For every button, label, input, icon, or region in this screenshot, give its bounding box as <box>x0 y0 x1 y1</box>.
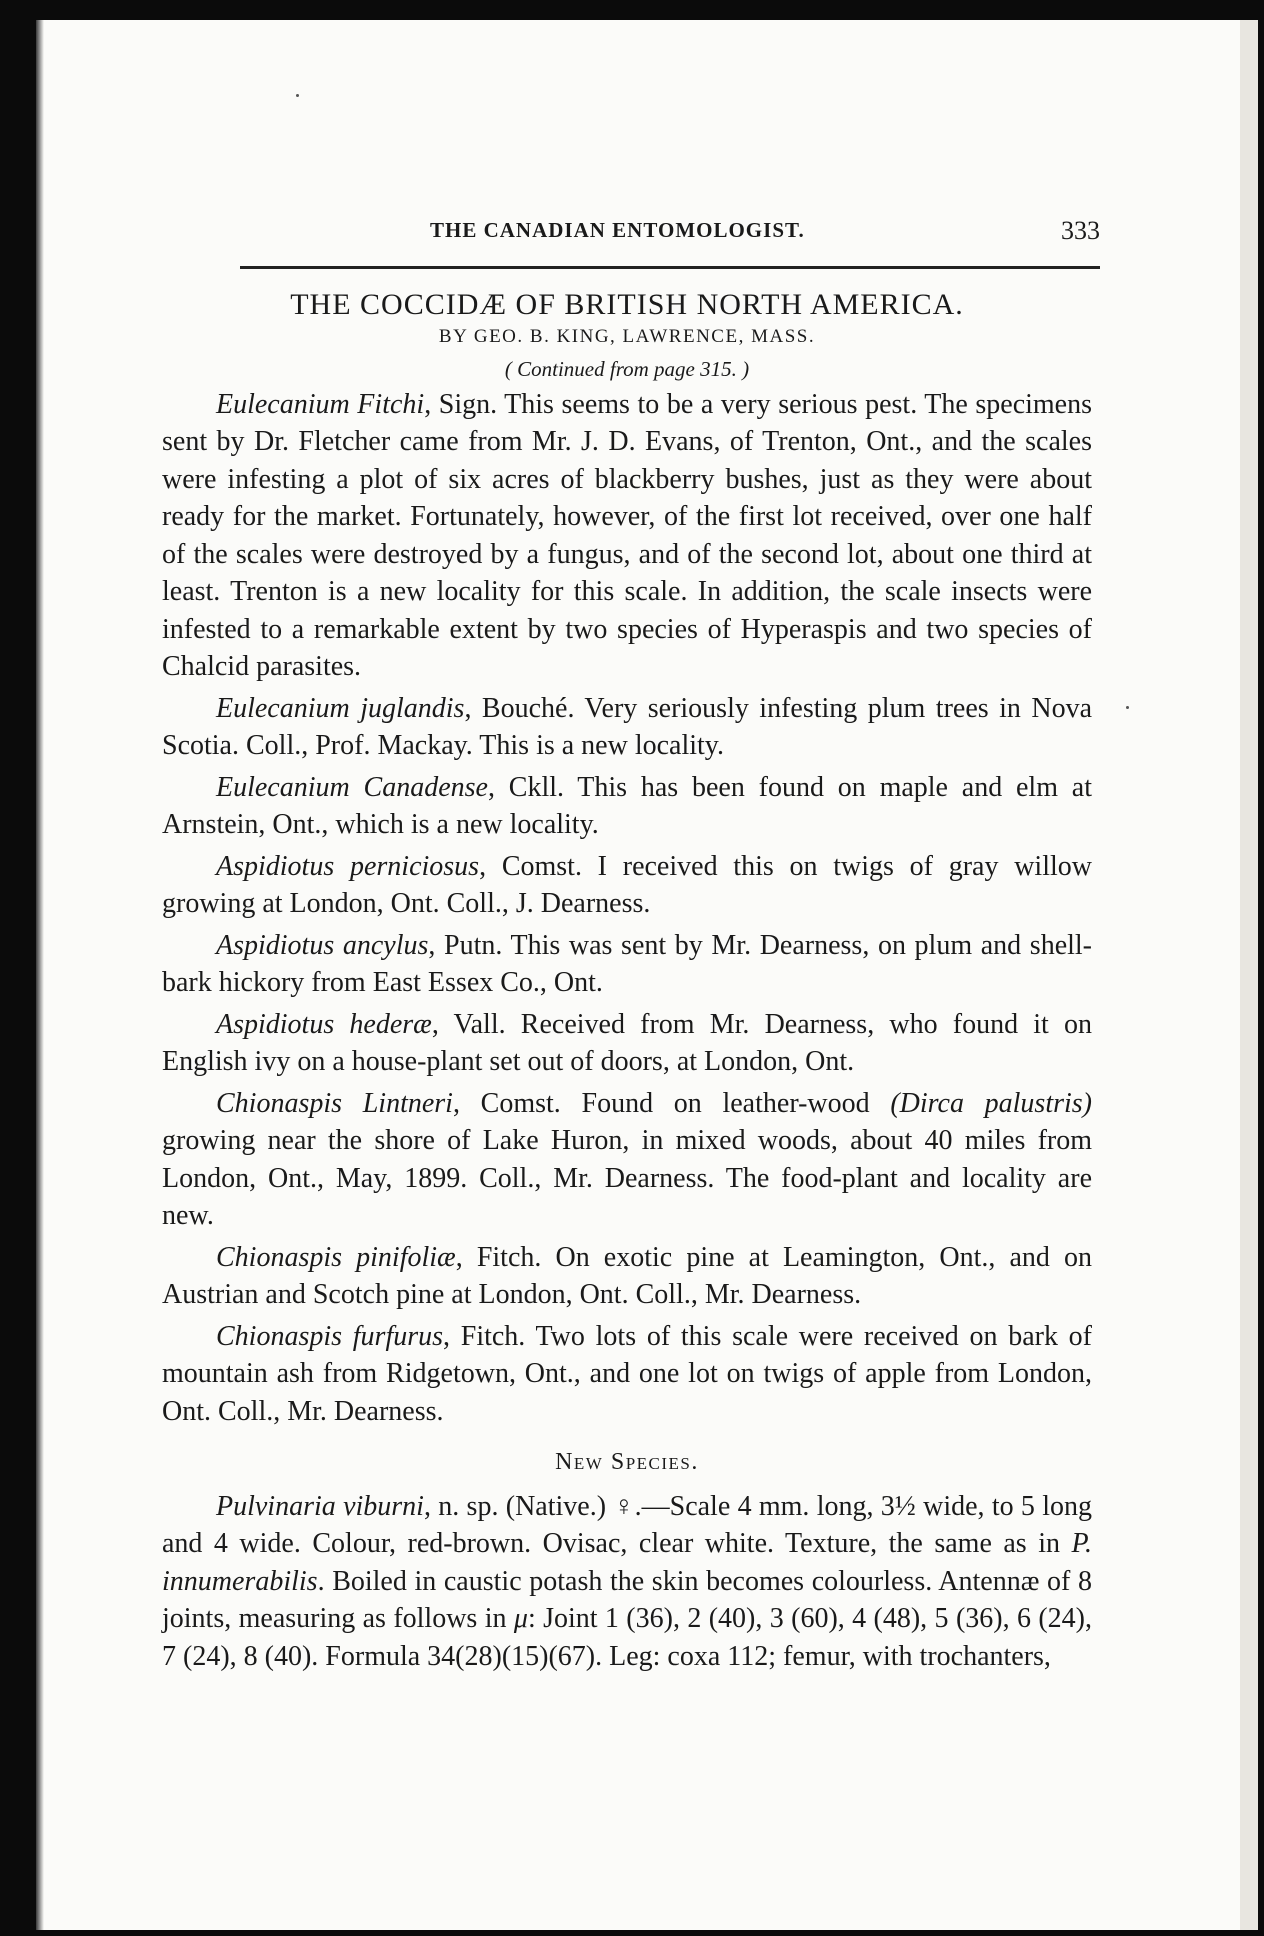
species-entry <box>162 1239 1092 1314</box>
entry-text: , Fitch. Two lots of this scale were received on bark of mountain ash from Ridgetown, Ont., and one lot on twigs of apple from London, Ont. Coll., Mr. Dearness. <box>162 1320 1092 1427</box>
species-entry <box>162 1318 1092 1431</box>
running-head <box>240 218 1100 252</box>
continued-note: ( Continued from page 315. ) <box>504 356 750 381</box>
taxon-name: Aspidiotus hederæ <box>216 1008 432 1040</box>
taxon-name: Pulvinaria viburni <box>216 1490 424 1522</box>
entry-text: , Bouché. Very seriously infesting plum trees in Nova Scotia. Coll., Prof. Mackay. This is a new locality. <box>162 692 1093 761</box>
taxon-name: Chionaspis pinifoliæ <box>216 1241 456 1273</box>
entry-text: , Putn. This was sent by Mr. Dearness, on plum and shell-bark hickory from East Essex Co., Ont. <box>162 929 1093 998</box>
entry-text: , Comst. Found on leather-wood <box>452 1087 891 1119</box>
entry-text: , Sign. This seems to be a very serious pest. The specimens sent by Dr. Fletcher came from Mr. J. D. Evans, of Trenton, Ont., and the scales were infesting a plot of six acres of blackberry bushes, just as they were about ready for the market. Fortunately, however, of the first lot received, over one half of the scales were destroyed by a fungus, and of the second lot, about one third at least. Trenton is a new locality for this scale. In addition, the scale insects were infested to a remarkable extent by two species of Hyperaspis and two species of Chalcid parasites. <box>162 388 1093 682</box>
measurements-text: : Joint 1 (36), 2 (40), 3 (60), 4 (48), 5 (36), 6 (24), 7 (24), 8 (40). Formula 34(28)(15)(67). Leg: coxa 112; femur, with trochanters, <box>162 1603 1092 1672</box>
article-byline: BY GEO. B. KING, LAWRENCE, MASS. <box>438 325 816 347</box>
header-rule <box>240 266 1100 269</box>
taxon-name: Chionaspis Lintneri <box>216 1087 453 1119</box>
paper-speck <box>1126 706 1129 709</box>
page-number: 333 <box>1061 216 1100 245</box>
micron-symbol: μ <box>513 1603 528 1634</box>
article-title: THE COCCIDÆ OF BRITISH NORTH AMERICA. <box>290 288 964 321</box>
entry-text-continued: . Boiled in caustic potash the skin becomes colourless. Antennæ of 8 joints, measuring as follows in <box>162 1565 1092 1634</box>
species-entry <box>162 848 1092 923</box>
host-plant-name: (Dirca palustris) <box>890 1087 1092 1119</box>
species-entry <box>162 769 1092 844</box>
entry-text: , Fitch. On exotic pine at Leamington, Ont., and on Austrian and Scotch pine at London, Ont. Coll., Mr. Dearness. <box>162 1241 1092 1310</box>
taxon-name: Eulecanium Fitchi <box>216 388 425 420</box>
entry-text: , Comst. I received this on twigs of gray willow growing at London, Ont. Coll., J. Dearness. <box>162 850 1092 919</box>
taxon-name: Chionaspis furfurus <box>216 1320 444 1352</box>
taxon-name: Aspidiotus ancylus <box>216 929 429 961</box>
paper-speck <box>296 94 299 97</box>
journal-title: THE CANADIAN ENTOMOLOGIST. <box>430 218 805 242</box>
entry-text: , Ckll. This has been found on maple and elm at Arnstein, Ont., which is a new locality. <box>162 771 1092 840</box>
section-heading: New Species. <box>555 1449 699 1475</box>
species-entry <box>162 927 1092 1002</box>
entry-text: , Vall. Received from Mr. Dearness, who found it on English ivy on a house-plant set out of doors, at London, Ont. <box>162 1008 1092 1077</box>
taxon-name: Eulecanium juglandis <box>216 692 465 724</box>
reference-taxon: P. innumerabilis <box>162 1528 1092 1597</box>
species-entry <box>162 690 1092 765</box>
species-entry <box>162 1085 1092 1235</box>
new-species-entry <box>162 1488 1092 1676</box>
taxon-name: Aspidiotus perniciosus <box>216 850 480 882</box>
article-body <box>162 286 1092 1675</box>
entry-text: , n. sp. (Native.) ♀.—Scale 4 mm. long, 3½ wide, to 5 long and 4 wide. Colour, red-brown. Ovisac, clear white. Texture, the same as in <box>162 1490 1092 1559</box>
species-entry <box>162 1006 1092 1081</box>
taxon-name: Eulecanium Canadense <box>216 771 488 803</box>
page-gutter-shadow <box>36 20 44 1930</box>
entry-text-continued: growing near the shore of Lake Huron, in mixed woods, about 40 miles from London, Ont., May, 1899. Coll., Mr. Dearness. The food-plant and locality are new. <box>162 1125 1092 1231</box>
species-entry <box>162 386 1092 686</box>
